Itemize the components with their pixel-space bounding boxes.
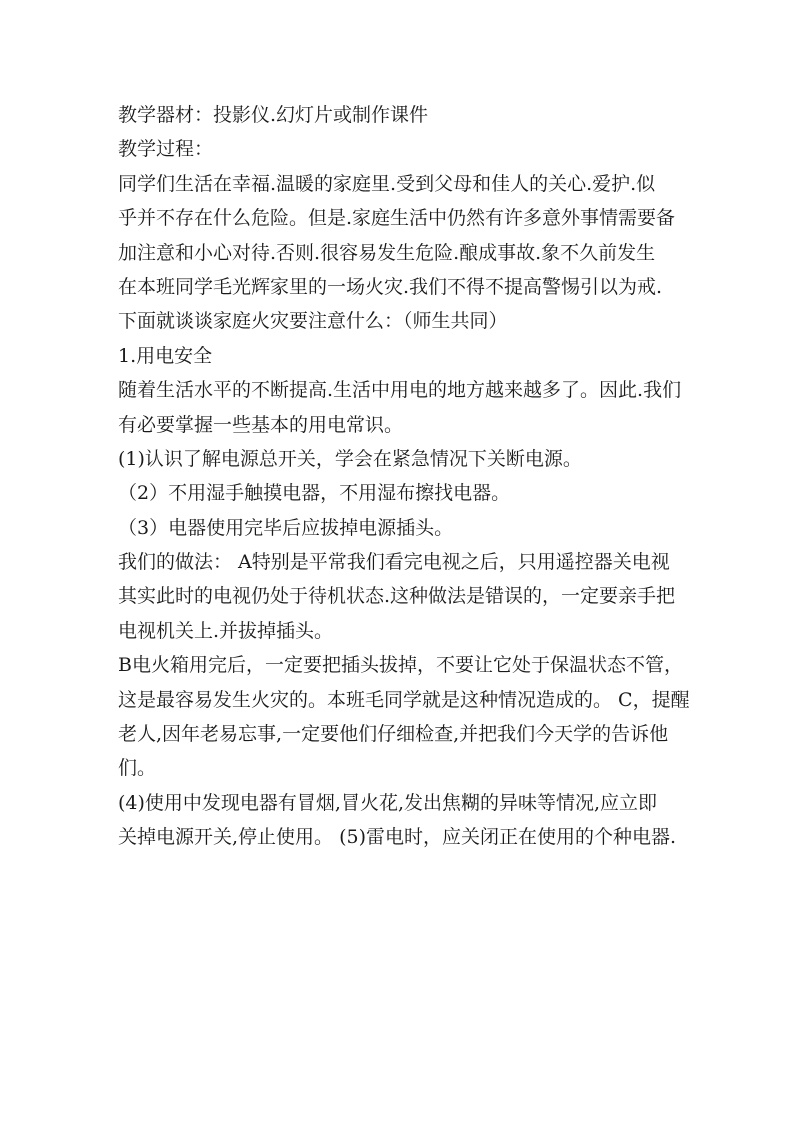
text-line: 加注意和小心对待.否则.很容易发生危险.酿成事故.象不久前发生 bbox=[118, 241, 656, 264]
text-line: B电火箱用完后，一定要把插头拔掉，不要让它处于保温状态不管， bbox=[118, 654, 683, 677]
text-line: 有必要掌握一些基本的用电常识。 bbox=[118, 413, 404, 436]
text-line: 随着生活水平的不断提高.生活中用电的地方越来越多了。因此.我们 bbox=[118, 379, 682, 402]
text-line: 在本班同学毛光辉家里的一场火灾.我们不得不提高警惕引以为戒. bbox=[118, 275, 663, 298]
document-body bbox=[118, 98, 690, 855]
text-line: 们。 bbox=[118, 757, 157, 780]
text-line: 这是最容易发生火灾的。本班毛同学就是这种情况造成的。 C，提醒 bbox=[118, 688, 690, 711]
text-line: 我们的做法： A特别是平常我们看完电视之后，只用遥控器关电视 bbox=[118, 551, 670, 574]
list-item-5: 关掉电源开关,停止使用。 (5)雷电时，应关闭正在使用的个种电器. bbox=[118, 826, 677, 849]
text-line: 其实此时的电视仍处于待机状态.这种做法是错误的，一定要亲手把 bbox=[118, 585, 676, 608]
text-line: 同学们生活在幸福.温暖的家庭里.受到父母和佳人的关心.爱护.似 bbox=[118, 172, 656, 195]
text-line: 老人,因年老易忘事,一定要他们仔细检查,并把我们今天学的告诉他 bbox=[118, 723, 669, 746]
text-line: 乎并不存在什么危险。但是.家庭生活中仍然有许多意外事情需要备 bbox=[118, 207, 676, 230]
list-item-4: (4)使用中发现电器有冒烟,冒火花,发出焦糊的异味等情况,应立即 bbox=[118, 791, 658, 814]
text-line-process-heading: 教学过程： bbox=[118, 138, 214, 161]
text-line: 下面就谈谈家庭火灾要注意什么：（师生共同） bbox=[118, 310, 508, 333]
list-item-2: （2）不用湿手触摸电器，不用湿布擦找电器。 bbox=[118, 482, 511, 505]
text-line-materials: 教学器材：投影仪.幻灯片或制作课件 bbox=[118, 104, 429, 126]
text-line: 电视机关上.并拔掉插头。 bbox=[118, 619, 334, 642]
list-item-1: (1)认识了解电源总开关，学会在紧急情况下关断电源。 bbox=[118, 447, 582, 470]
list-item-3: （3）电器使用完毕后应拔掉电源插头。 bbox=[118, 516, 454, 539]
section-heading-electric-safety: 1.用电安全 bbox=[118, 344, 213, 367]
